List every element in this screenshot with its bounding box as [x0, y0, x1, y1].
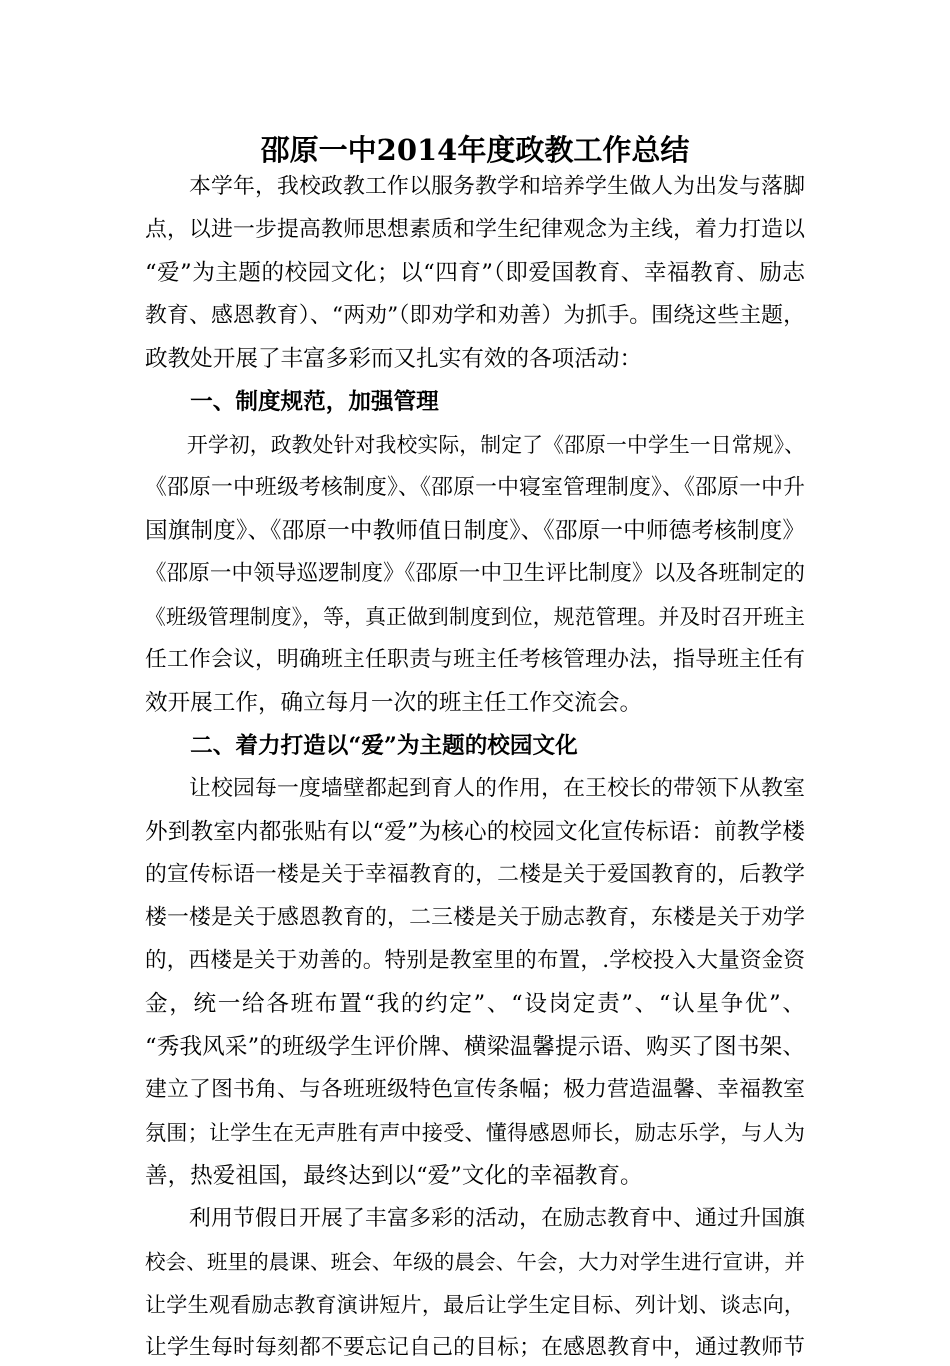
- section-heading: 二、着力打造以“爱”为主题的校园文化: [145, 733, 578, 759]
- paragraph-line: 开学初，政教处针对我校实际，制定了《邵原一中学生一日常规》、: [145, 433, 805, 457]
- paragraph-line: 让校园每一度墙壁都起到育人的作用，在王校长的带领下从教室: [145, 776, 805, 801]
- paragraph-line: 外到教室内都张贴有以“爱”为核心的校园文化宣传标语：前教学楼: [145, 819, 805, 845]
- paragraph-line: 任工作会议，明确班主任职责与班主任考核管理办法，指导班主任有: [145, 647, 805, 672]
- paragraph-line: 善，热爱祖国，最终达到以“爱”文化的幸福教育。: [145, 1163, 643, 1189]
- paragraph-line: 氛围；让学生在无声胜有声中接受、懂得感恩师长，励志乐学，与人为: [145, 1120, 805, 1145]
- paragraph-line: 《邵原一中领导巡逻制度》《邵原一中卫生评比制度》以及各班制定的: [145, 561, 805, 586]
- document-title: 邵原一中2014年度政教工作总结: [260, 133, 690, 167]
- paragraph-line: 的，西楼是关于劝善的。特别是教室里的布置，.学校投入大量资金资: [145, 948, 805, 973]
- paragraph-line: 利用节假日开展了丰富多彩的活动，在励志教育中、通过升国旗: [145, 1206, 805, 1231]
- paragraph-line: 效开展工作，确立每月一次的班主任工作交流会。: [145, 690, 643, 716]
- paragraph-line: 金，统一给各班布置“我的约定”、“设岗定责”、“认星争优”、: [145, 991, 805, 1017]
- paragraph-line: “爱”为主题的校园文化；以“四育”（即爱国教育、幸福教育、励志: [145, 260, 805, 286]
- paragraph-line: 《邵原一中班级考核制度》、《邵原一中寝室管理制度》、《邵原一中升: [145, 475, 805, 500]
- paragraph-line: 的宣传标语一楼是关于幸福教育的，二楼是关于爱国教育的，后教学: [145, 862, 805, 887]
- paragraph-line: “秀我风采”的班级学生评价牌、横梁温馨提示语、购买了图书架、: [145, 1034, 805, 1060]
- section-heading: 一、制度规范，加强管理: [145, 389, 439, 415]
- paragraph-line: 校会、班里的晨课、班会、年级的晨会、午会，大力对学生进行宣讲，并: [145, 1250, 805, 1274]
- paragraph-line: 建立了图书角、与各班班级特色宣传条幅；极力营造温馨、幸福教室: [145, 1077, 805, 1102]
- paragraph-line: 让学生每时每刻都不要忘记自己的目标；在感恩教育中，通过教师节: [145, 1335, 805, 1360]
- paragraph-line: 《班级管理制度》，等，真正做到制度到位，规范管理。并及时召开班主: [145, 605, 805, 629]
- paragraph-line: 楼一楼是关于感恩教育的，二三楼是关于励志教育，东楼是关于劝学: [145, 905, 805, 930]
- paragraph-line: 政教处开展了丰富多彩而又扎实有效的各项活动：: [145, 346, 643, 372]
- paragraph-line: 点，以进一步提高教师思想素质和学生纪律观念为主线，着力打造以: [145, 217, 805, 242]
- paragraph-line: 本学年，我校政教工作以服务教学和培养学生做人为出发与落脚: [145, 174, 805, 199]
- paragraph-line: 让学生观看励志教育演讲短片，最后让学生定目标、列计划、谈志向，: [145, 1292, 805, 1317]
- paragraph-line: 教育、感恩教育）、“两劝”（即劝学和劝善）为抓手。围绕这些主题，: [145, 303, 805, 328]
- paragraph-line: 国旗制度》、《邵原一中教师值日制度》、《邵原一中师德考核制度》: [145, 518, 805, 544]
